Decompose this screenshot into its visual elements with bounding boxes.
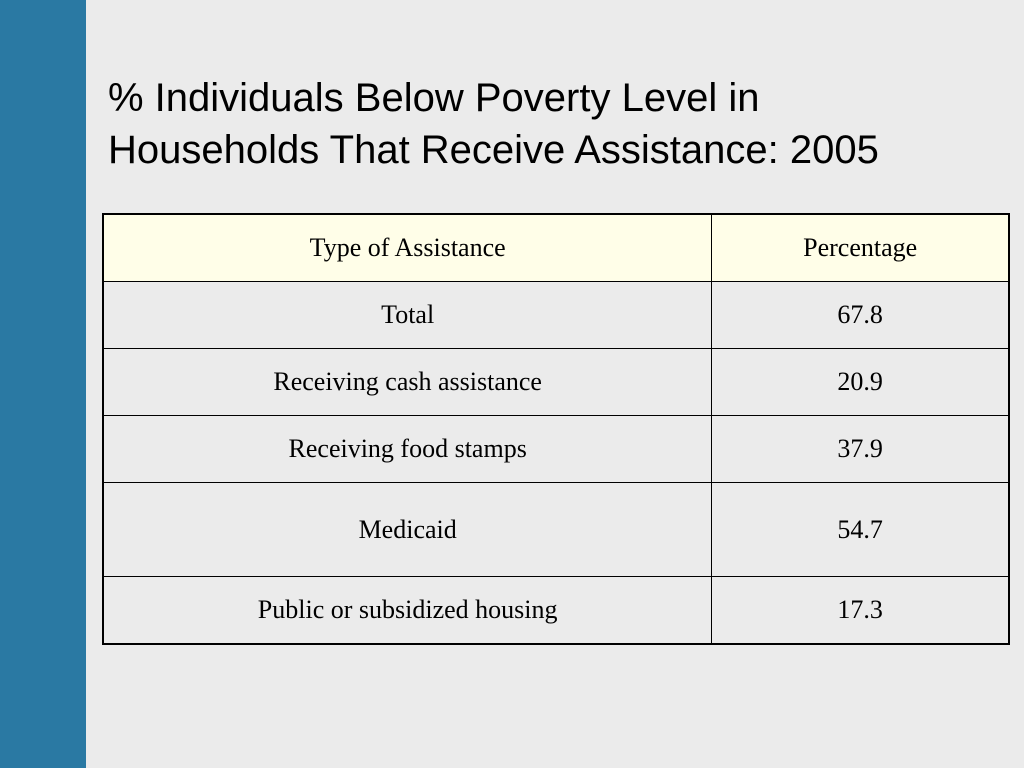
table-header-row: [103, 214, 1009, 282]
slide-title-line-2: Households That Receive Assistance: 2005: [108, 128, 879, 172]
row-percentage-cell: 17.3: [712, 577, 1009, 645]
row-type-cell: Receiving food stamps: [103, 416, 712, 483]
row-percentage-cell: 67.8: [712, 282, 1009, 349]
row-type-cell: Total: [103, 282, 712, 349]
table-row: [103, 416, 1009, 483]
row-type-cell: Public or subsidized housing: [103, 577, 712, 645]
header-type-of-assistance: Type of Assistance: [103, 214, 712, 282]
header-percentage: Percentage: [712, 214, 1009, 282]
slide-title-line-1: % Individuals Below Poverty Level in: [108, 76, 760, 120]
row-type-cell: Receiving cash assistance: [103, 349, 712, 416]
row-type-cell: Medicaid: [103, 483, 712, 577]
table-row: [103, 349, 1009, 416]
table-row: [103, 577, 1009, 645]
row-percentage-cell: 37.9: [712, 416, 1009, 483]
assistance-table: [102, 213, 1010, 645]
row-percentage-cell: 20.9: [712, 349, 1009, 416]
side-accent-bar: [0, 0, 86, 768]
table-row: [103, 483, 1009, 577]
table-row: [103, 282, 1009, 349]
row-percentage-cell: 54.7: [712, 483, 1009, 577]
slide-title: [108, 72, 1008, 176]
